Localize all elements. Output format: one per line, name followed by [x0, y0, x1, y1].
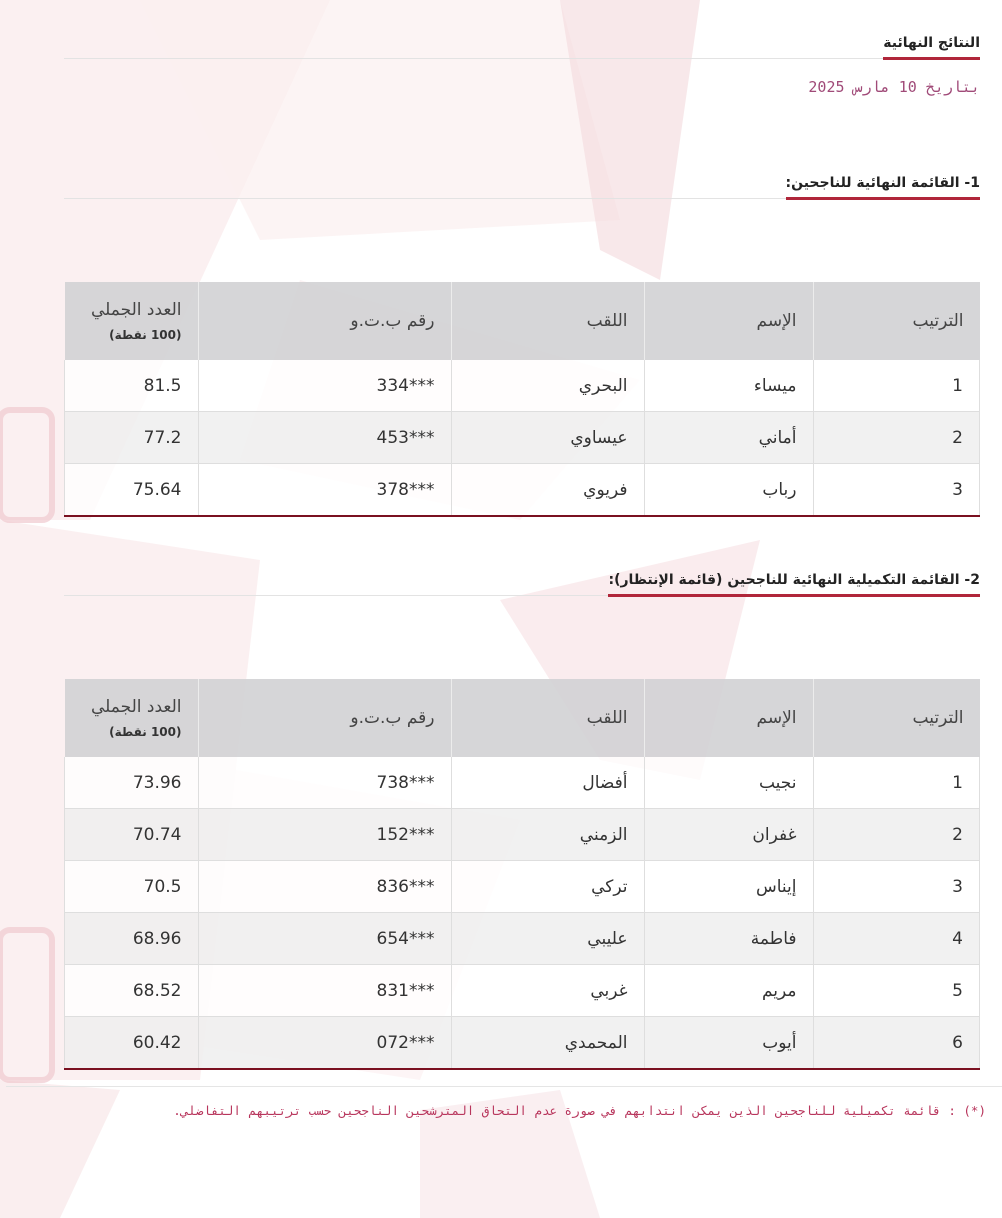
cell-last-name: غربي	[451, 965, 644, 1017]
cell-id: 072***	[198, 1017, 451, 1070]
page-title: النتائج النهائية	[883, 35, 980, 60]
final-results-table	[64, 282, 980, 517]
col-name-header: الإسم	[644, 282, 813, 360]
final-results-body	[65, 360, 980, 516]
cell-total: 68.52	[65, 965, 199, 1017]
cell-id: 152***	[198, 809, 451, 861]
footnote: (*) : قائمة تكميلية للناجحين الذين يمكن انتدابهم في صورة عدم التحاق المترشحين الناجحين حسب ترتيبهم التفاضلي.	[173, 1103, 986, 1118]
main-title-header	[64, 32, 980, 59]
col-name-header: الإسم	[644, 679, 813, 757]
cell-last-name: فريوي	[451, 464, 644, 517]
col-total-label: العدد الجملي	[90, 300, 182, 320]
cell-total: 70.5	[65, 861, 199, 913]
cell-total: 70.74	[65, 809, 199, 861]
cell-id: 738***	[198, 757, 451, 809]
col-total-header	[65, 679, 199, 757]
table-row	[65, 965, 980, 1017]
cell-id: 334***	[198, 360, 451, 412]
cell-id: 453***	[198, 412, 451, 464]
table-header-row	[65, 282, 980, 360]
section1-header	[64, 172, 980, 199]
cell-total: 68.96	[65, 913, 199, 965]
col-total-sub: (100 نقطة)	[109, 725, 182, 739]
cell-id: 654***	[198, 913, 451, 965]
table-row	[65, 913, 980, 965]
cell-id: 831***	[198, 965, 451, 1017]
cell-total: 73.96	[65, 757, 199, 809]
section1-heading: 1- القائمة النهائية للناجحين:	[786, 175, 980, 200]
table-row	[65, 412, 980, 464]
cell-last-name: تركي	[451, 861, 644, 913]
table-row	[65, 809, 980, 861]
cell-name: أماني	[644, 412, 813, 464]
waiting-list-table	[64, 679, 980, 1070]
cell-last-name: البحري	[451, 360, 644, 412]
cell-total: 60.42	[65, 1017, 199, 1070]
cell-rank: 2	[813, 412, 980, 464]
cell-name: ميساء	[644, 360, 813, 412]
cell-rank: 5	[813, 965, 980, 1017]
publication-date: بتاريخ 10 مارس 2025	[808, 78, 980, 96]
cell-last-name: المحمدي	[451, 1017, 644, 1070]
cell-rank: 4	[813, 913, 980, 965]
col-id-header: رقم ب.ت.و	[198, 282, 451, 360]
cell-name: نجيب	[644, 757, 813, 809]
cell-rank: 1	[813, 360, 980, 412]
cell-name: أيوب	[644, 1017, 813, 1070]
table-row	[65, 861, 980, 913]
table-header-row	[65, 679, 980, 757]
cell-last-name: عليبي	[451, 913, 644, 965]
cell-last-name: الزمني	[451, 809, 644, 861]
section2-heading: 2- القائمة التكميلية النهائية للناجحين (قائمة الإنتظار):	[608, 572, 980, 597]
cell-name: رباب	[644, 464, 813, 517]
col-total-header	[65, 282, 199, 360]
cell-rank: 3	[813, 464, 980, 517]
col-rank-header: الترتيب	[813, 679, 980, 757]
cell-name: إيناس	[644, 861, 813, 913]
cell-name: غفران	[644, 809, 813, 861]
col-id-header: رقم ب.ت.و	[198, 679, 451, 757]
cell-total: 75.64	[65, 464, 199, 517]
cell-name: مريم	[644, 965, 813, 1017]
cell-rank: 1	[813, 757, 980, 809]
cell-last-name: عيساوي	[451, 412, 644, 464]
table-row	[65, 360, 980, 412]
col-total-label: العدد الجملي	[90, 697, 182, 717]
table-row	[65, 464, 980, 517]
footnote-divider	[6, 1086, 1002, 1087]
cell-rank: 2	[813, 809, 980, 861]
table-row	[65, 1017, 980, 1070]
col-last-name-header: اللقب	[451, 282, 644, 360]
col-last-name-header: اللقب	[451, 679, 644, 757]
cell-id: 836***	[198, 861, 451, 913]
section2-header	[64, 569, 980, 596]
col-total-sub: (100 نقطة)	[109, 328, 182, 342]
cell-total: 77.2	[65, 412, 199, 464]
cell-rank: 3	[813, 861, 980, 913]
cell-last-name: أفضال	[451, 757, 644, 809]
table-row	[65, 757, 980, 809]
cell-name: فاطمة	[644, 913, 813, 965]
cell-total: 81.5	[65, 360, 199, 412]
cell-rank: 6	[813, 1017, 980, 1070]
cell-id: 378***	[198, 464, 451, 517]
waiting-list-body	[65, 757, 980, 1069]
col-rank-header: الترتيب	[813, 282, 980, 360]
